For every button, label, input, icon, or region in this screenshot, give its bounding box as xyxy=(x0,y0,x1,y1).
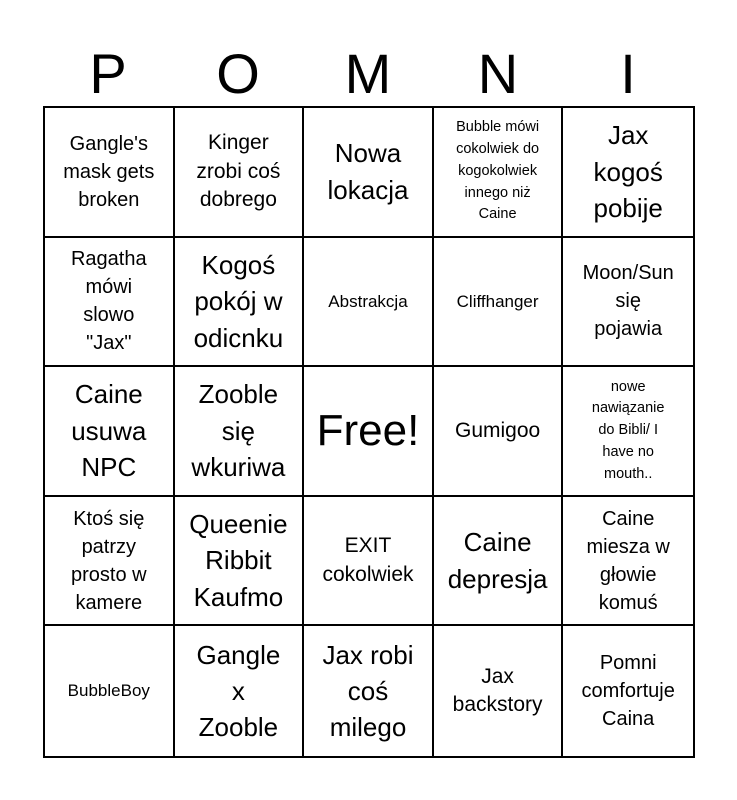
bingo-cell-text: Gangle x Zooble xyxy=(196,639,281,743)
bingo-cell-text: Jax kogoś pobije xyxy=(593,120,663,223)
bingo-cell[interactable] xyxy=(434,626,564,756)
header-letter-i: I xyxy=(620,42,636,105)
bingo-cell-text: Nowa lokacja xyxy=(327,138,409,205)
bingo-cell[interactable] xyxy=(434,108,564,238)
bingo-cell[interactable] xyxy=(563,497,693,627)
bingo-cell[interactable] xyxy=(304,497,434,627)
bingo-cell-text: Queenie Ribbit Kaufmo xyxy=(189,509,288,612)
bingo-cell[interactable] xyxy=(45,367,175,497)
bingo-cell[interactable] xyxy=(45,108,175,238)
header-letter-p: P xyxy=(89,42,127,105)
bingo-header xyxy=(43,42,693,106)
bingo-cell-text: Kogoś pokój w odicnku xyxy=(193,249,284,353)
bingo-cell-text: Ktoś się patrzy prosto w kamere xyxy=(71,507,147,614)
bingo-cell[interactable] xyxy=(304,626,434,756)
bingo-cell-text: Kinger zrobi coś dobrego xyxy=(196,131,281,211)
bingo-cell[interactable] xyxy=(304,367,434,497)
bingo-cell[interactable] xyxy=(45,238,175,368)
bingo-cell-text: Caine depresja xyxy=(447,527,548,594)
bingo-cell[interactable] xyxy=(563,367,693,497)
bingo-cell-text: Ragatha mówi slowo "Jax" xyxy=(70,248,147,355)
bingo-cell[interactable] xyxy=(434,367,564,497)
bingo-cell-text: Caine miesza w głowie komuś xyxy=(586,507,670,614)
bingo-cell[interactable] xyxy=(175,626,305,756)
bingo-cell[interactable] xyxy=(563,108,693,238)
header-letter-n: N xyxy=(477,42,519,105)
bingo-cell[interactable] xyxy=(45,497,175,627)
bingo-cell-text: EXIT cokolwiek xyxy=(322,534,414,586)
bingo-cell[interactable] xyxy=(304,108,434,238)
bingo-cell[interactable] xyxy=(175,238,305,368)
bingo-cell-text: Zooble się wkuriwa xyxy=(191,379,286,483)
bingo-cell[interactable] xyxy=(434,238,564,368)
bingo-cell-text: Gangle's mask gets broken xyxy=(63,132,155,211)
bingo-cell[interactable] xyxy=(175,367,305,497)
bingo-cell-text: Moon/Sun się pojawia xyxy=(582,262,674,341)
bingo-cell[interactable] xyxy=(563,626,693,756)
bingo-cell-text: Pomni comfortuje Caina xyxy=(581,652,675,731)
header-letter-o: O xyxy=(216,42,260,105)
bingo-cell[interactable] xyxy=(175,108,305,238)
bingo-cell[interactable] xyxy=(304,238,434,368)
bingo-cell-text: Bubble mówi cokolwiek do kogokolwiek innego niż Caine xyxy=(456,119,540,223)
bingo-cell-text: BubbleBoy xyxy=(67,681,150,701)
bingo-cell-text: Jax backstory xyxy=(452,664,543,717)
bingo-cell-text: Free! xyxy=(316,405,420,455)
bingo-cell-text: Gumigoo xyxy=(454,418,541,442)
bingo-cell[interactable] xyxy=(175,497,305,627)
header-letter-m: M xyxy=(344,42,392,105)
bingo-cell-text: Abstrakcja xyxy=(328,291,408,311)
bingo-cell-text: Jax robi coś milego xyxy=(322,639,414,743)
bingo-cell[interactable] xyxy=(45,626,175,756)
bingo-cell[interactable] xyxy=(563,238,693,368)
bingo-cell-text: nowe nawiązanie do Bibli/ I have no mouth.. xyxy=(591,378,665,482)
bingo-cell-text: Cliffhanger xyxy=(456,291,539,311)
bingo-board xyxy=(43,106,695,758)
bingo-cell-text: Caine usuwa NPC xyxy=(71,379,147,483)
bingo-cell[interactable] xyxy=(434,497,564,627)
